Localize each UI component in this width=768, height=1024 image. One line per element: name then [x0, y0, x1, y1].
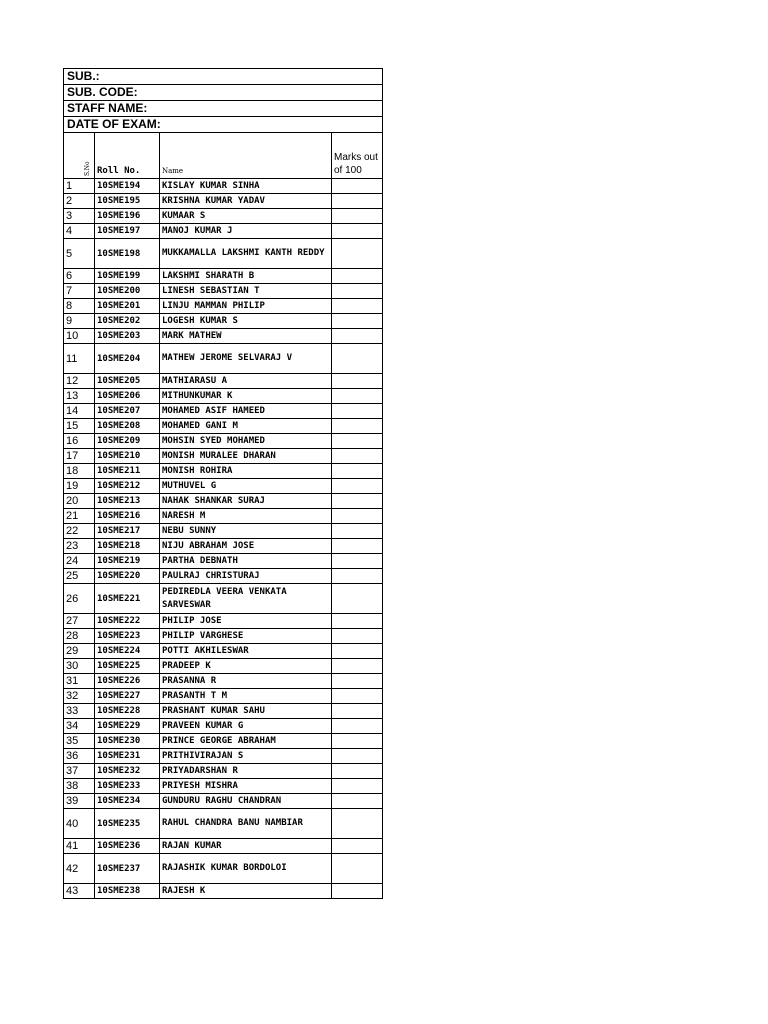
- marks-cell[interactable]: [332, 764, 383, 779]
- roll-number-cell: 10SME218: [95, 539, 160, 554]
- student-name-cell: LINESH SEBASTIAN T: [160, 284, 332, 299]
- serial-number-cell: 15: [64, 419, 95, 434]
- sno-header: S.No: [64, 133, 95, 179]
- roll-number-cell: 10SME206: [95, 389, 160, 404]
- marks-cell[interactable]: [332, 209, 383, 224]
- marks-cell[interactable]: [332, 389, 383, 404]
- marks-cell[interactable]: [332, 779, 383, 794]
- table-row: [64, 809, 383, 839]
- table-row: [64, 689, 383, 704]
- serial-number-cell: 38: [64, 779, 95, 794]
- table-row: [64, 614, 383, 629]
- marks-cell[interactable]: [332, 554, 383, 569]
- roll-number-cell: 10SME219: [95, 554, 160, 569]
- student-name-cell: PRINCE GEORGE ABRAHAM: [160, 734, 332, 749]
- student-name-cell: RAJAN KUMAR: [160, 839, 332, 854]
- table-row: [64, 209, 383, 224]
- roll-number-cell: 10SME230: [95, 734, 160, 749]
- serial-number-cell: 37: [64, 764, 95, 779]
- roll-number-cell: 10SME225: [95, 659, 160, 674]
- table-row: [64, 314, 383, 329]
- roll-number-cell: 10SME238: [95, 884, 160, 899]
- serial-number-cell: 32: [64, 689, 95, 704]
- serial-number-cell: 9: [64, 314, 95, 329]
- roll-number-cell: 10SME205: [95, 374, 160, 389]
- student-name-cell: PRASHANT KUMAR SAHU: [160, 704, 332, 719]
- table-row: [64, 434, 383, 449]
- serial-number-cell: 22: [64, 524, 95, 539]
- serial-number-cell: 34: [64, 719, 95, 734]
- marks-table: [63, 68, 383, 899]
- marks-cell[interactable]: [332, 464, 383, 479]
- marks-cell[interactable]: [332, 884, 383, 899]
- roll-number-cell: 10SME203: [95, 329, 160, 344]
- serial-number-cell: 16: [64, 434, 95, 449]
- serial-number-cell: 42: [64, 854, 95, 884]
- marks-cell[interactable]: [332, 299, 383, 314]
- table-row: [64, 554, 383, 569]
- roll-number-cell: 10SME204: [95, 344, 160, 374]
- marks-cell[interactable]: [332, 494, 383, 509]
- student-name-cell: MOHAMED ASIF HAMEED: [160, 404, 332, 419]
- roll-number-cell: 10SME233: [95, 779, 160, 794]
- roll-number-cell: 10SME235: [95, 809, 160, 839]
- student-name-cell: NARESH M: [160, 509, 332, 524]
- student-name-cell: PRITHIVIRAJAN S: [160, 749, 332, 764]
- student-name-cell: POTTI AKHILESWAR: [160, 644, 332, 659]
- roll-number-cell: 10SME224: [95, 644, 160, 659]
- serial-number-cell: 25: [64, 569, 95, 584]
- subject-code-label: SUB. CODE:: [64, 85, 383, 101]
- marks-cell[interactable]: [332, 719, 383, 734]
- table-row: [64, 539, 383, 554]
- roll-number-cell: 10SME216: [95, 509, 160, 524]
- marks-cell[interactable]: [332, 809, 383, 839]
- serial-number-cell: 35: [64, 734, 95, 749]
- serial-number-cell: 8: [64, 299, 95, 314]
- serial-number-cell: 2: [64, 194, 95, 209]
- marks-cell[interactable]: [332, 314, 383, 329]
- marks-cell[interactable]: [332, 524, 383, 539]
- table-row: [64, 464, 383, 479]
- serial-number-cell: 4: [64, 224, 95, 239]
- student-name-cell: MITHUNKUMAR K: [160, 389, 332, 404]
- table-row: [64, 674, 383, 689]
- student-name-cell: PRIYESH MISHRA: [160, 779, 332, 794]
- serial-number-cell: 24: [64, 554, 95, 569]
- table-row: [64, 644, 383, 659]
- marks-cell[interactable]: [332, 614, 383, 629]
- marks-cell[interactable]: [332, 509, 383, 524]
- roll-no-header: Roll No.: [95, 133, 160, 179]
- marks-cell[interactable]: [332, 749, 383, 764]
- serial-number-cell: 14: [64, 404, 95, 419]
- roll-number-cell: 10SME220: [95, 569, 160, 584]
- table-row: [64, 449, 383, 464]
- table-row: [64, 239, 383, 269]
- student-name-cell: RAJASHIK KUMAR BORDOLOI: [160, 854, 332, 884]
- table-row: [64, 224, 383, 239]
- roll-number-cell: 10SME198: [95, 239, 160, 269]
- serial-number-cell: 31: [64, 674, 95, 689]
- table-row: [64, 734, 383, 749]
- student-name-cell: PARTHA DEBNATH: [160, 554, 332, 569]
- roll-number-cell: 10SME229: [95, 719, 160, 734]
- marks-cell[interactable]: [332, 434, 383, 449]
- roll-number-cell: 10SME237: [95, 854, 160, 884]
- table-row: [64, 389, 383, 404]
- student-name-cell: PHILIP VARGHESE: [160, 629, 332, 644]
- table-row: [64, 179, 383, 194]
- serial-number-cell: 12: [64, 374, 95, 389]
- roll-number-cell: 10SME209: [95, 434, 160, 449]
- staff-name-label: STAFF NAME:: [64, 101, 383, 117]
- serial-number-cell: 21: [64, 509, 95, 524]
- roll-number-cell: 10SME194: [95, 179, 160, 194]
- serial-number-cell: 19: [64, 479, 95, 494]
- table-row: [64, 299, 383, 314]
- roll-number-cell: 10SME231: [95, 749, 160, 764]
- roll-number-cell: 10SME197: [95, 224, 160, 239]
- roll-number-cell: 10SME196: [95, 209, 160, 224]
- marks-header: Marks out of 100: [332, 133, 383, 179]
- table-row: [64, 479, 383, 494]
- table-row: [64, 374, 383, 389]
- table-row: [64, 779, 383, 794]
- marks-cell[interactable]: [332, 854, 383, 884]
- table-row: [64, 404, 383, 419]
- student-name-cell: PRIYADARSHAN R: [160, 764, 332, 779]
- roll-number-cell: 10SME228: [95, 704, 160, 719]
- student-name-cell: LAKSHMI SHARATH B: [160, 269, 332, 284]
- student-name-cell: NAHAK SHANKAR SURAJ: [160, 494, 332, 509]
- student-name-cell: PRADEEP K: [160, 659, 332, 674]
- marks-cell[interactable]: [332, 179, 383, 194]
- roll-number-cell: 10SME217: [95, 524, 160, 539]
- table-row: [64, 584, 383, 614]
- roll-number-cell: 10SME234: [95, 794, 160, 809]
- table-row: [64, 194, 383, 209]
- serial-number-cell: 6: [64, 269, 95, 284]
- table-row: [64, 839, 383, 854]
- roll-number-cell: 10SME232: [95, 764, 160, 779]
- student-name-cell: PAULRAJ CHRISTURAJ: [160, 569, 332, 584]
- student-name-cell: PRAVEEN KUMAR G: [160, 719, 332, 734]
- table-row: [64, 569, 383, 584]
- student-name-cell: MARK MATHEW: [160, 329, 332, 344]
- serial-number-cell: 23: [64, 539, 95, 554]
- table-row: [64, 749, 383, 764]
- table-row: [64, 344, 383, 374]
- student-name-cell: RAJESH K: [160, 884, 332, 899]
- marks-cell[interactable]: [332, 644, 383, 659]
- serial-number-cell: 41: [64, 839, 95, 854]
- student-name-cell: RAHUL CHANDRA BANU NAMBIAR: [160, 809, 332, 839]
- serial-number-cell: 17: [64, 449, 95, 464]
- student-name-cell: LINJU MAMMAN PHILIP: [160, 299, 332, 314]
- subject-label: SUB.:: [64, 69, 383, 85]
- marks-cell[interactable]: [332, 224, 383, 239]
- column-header-row: [64, 133, 383, 179]
- serial-number-cell: 13: [64, 389, 95, 404]
- marks-cell[interactable]: [332, 329, 383, 344]
- name-header: Name: [160, 133, 332, 179]
- serial-number-cell: 11: [64, 344, 95, 374]
- roll-number-cell: 10SME195: [95, 194, 160, 209]
- marks-cell[interactable]: [332, 839, 383, 854]
- roll-number-cell: 10SME212: [95, 479, 160, 494]
- table-row: [64, 494, 383, 509]
- serial-number-cell: 43: [64, 884, 95, 899]
- marks-cell[interactable]: [332, 194, 383, 209]
- table-row: [64, 884, 383, 899]
- roll-number-cell: 10SME211: [95, 464, 160, 479]
- marks-cell[interactable]: [332, 344, 383, 374]
- roll-number-cell: 10SME213: [95, 494, 160, 509]
- marks-cell[interactable]: [332, 374, 383, 389]
- table-row: [64, 719, 383, 734]
- roll-number-cell: 10SME210: [95, 449, 160, 464]
- student-name-cell: NIJU ABRAHAM JOSE: [160, 539, 332, 554]
- marks-cell[interactable]: [332, 659, 383, 674]
- roll-number-cell: 10SME201: [95, 299, 160, 314]
- roll-number-cell: 10SME236: [95, 839, 160, 854]
- table-row: [64, 284, 383, 299]
- roll-number-cell: 10SME200: [95, 284, 160, 299]
- serial-number-cell: 29: [64, 644, 95, 659]
- marks-cell[interactable]: [332, 629, 383, 644]
- marks-cell[interactable]: [332, 419, 383, 434]
- roll-number-cell: 10SME202: [95, 314, 160, 329]
- table-row: [64, 269, 383, 284]
- student-name-cell: KISLAY KUMAR SINHA: [160, 179, 332, 194]
- table-row: [64, 854, 383, 884]
- student-name-cell: MATHIARASU A: [160, 374, 332, 389]
- roll-number-cell: 10SME208: [95, 419, 160, 434]
- table-row: [64, 524, 383, 539]
- roll-number-cell: 10SME227: [95, 689, 160, 704]
- serial-number-cell: 36: [64, 749, 95, 764]
- student-name-cell: LOGESH KUMAR S: [160, 314, 332, 329]
- student-name-cell: PEDIREDLA VEERA VENKATA SARVESWAR: [160, 584, 332, 614]
- table-row: [64, 629, 383, 644]
- marks-cell[interactable]: [332, 569, 383, 584]
- serial-number-cell: 33: [64, 704, 95, 719]
- student-name-cell: KRISHNA KUMAR YADAV: [160, 194, 332, 209]
- serial-number-cell: 1: [64, 179, 95, 194]
- roll-number-cell: 10SME221: [95, 584, 160, 614]
- student-name-cell: KUMAAR S: [160, 209, 332, 224]
- serial-number-cell: 26: [64, 584, 95, 614]
- student-name-cell: PHILIP JOSE: [160, 614, 332, 629]
- student-name-cell: MONISH ROHIRA: [160, 464, 332, 479]
- marks-cell[interactable]: [332, 239, 383, 269]
- marks-cell[interactable]: [332, 794, 383, 809]
- serial-number-cell: 20: [64, 494, 95, 509]
- date-of-exam-label: DATE OF EXAM:: [64, 117, 383, 133]
- student-name-cell: MUKKAMALLA LAKSHMI KANTH REDDY: [160, 239, 332, 269]
- student-name-cell: MOHAMED GANI M: [160, 419, 332, 434]
- table-row: [64, 704, 383, 719]
- marks-cell[interactable]: [332, 734, 383, 749]
- roll-number-cell: 10SME207: [95, 404, 160, 419]
- roll-number-cell: 10SME223: [95, 629, 160, 644]
- marks-sheet: [63, 68, 382, 899]
- student-name-cell: PRASANTH T M: [160, 689, 332, 704]
- marks-cell[interactable]: [332, 269, 383, 284]
- serial-number-cell: 18: [64, 464, 95, 479]
- table-row: [64, 659, 383, 674]
- table-row: [64, 509, 383, 524]
- serial-number-cell: 5: [64, 239, 95, 269]
- serial-number-cell: 40: [64, 809, 95, 839]
- student-name-cell: GUNDURU RAGHU CHANDRAN: [160, 794, 332, 809]
- marks-cell[interactable]: [332, 674, 383, 689]
- table-row: [64, 329, 383, 344]
- serial-number-cell: 27: [64, 614, 95, 629]
- serial-number-cell: 39: [64, 794, 95, 809]
- marks-cell[interactable]: [332, 404, 383, 419]
- serial-number-cell: 28: [64, 629, 95, 644]
- serial-number-cell: 10: [64, 329, 95, 344]
- student-name-cell: MANOJ KUMAR J: [160, 224, 332, 239]
- marks-cell[interactable]: [332, 284, 383, 299]
- roll-number-cell: 10SME226: [95, 674, 160, 689]
- roll-number-cell: 10SME222: [95, 614, 160, 629]
- table-row: [64, 764, 383, 779]
- student-name-cell: MATHEW JEROME SELVARAJ V: [160, 344, 332, 374]
- marks-cell[interactable]: [332, 704, 383, 719]
- serial-number-cell: 7: [64, 284, 95, 299]
- marks-cell[interactable]: [332, 479, 383, 494]
- marks-cell[interactable]: [332, 689, 383, 704]
- marks-cell[interactable]: [332, 539, 383, 554]
- roll-number-cell: 10SME199: [95, 269, 160, 284]
- serial-number-cell: 30: [64, 659, 95, 674]
- table-row: [64, 794, 383, 809]
- student-name-cell: NEBU SUNNY: [160, 524, 332, 539]
- student-name-cell: MOHSIN SYED MOHAMED: [160, 434, 332, 449]
- student-name-cell: MUTHUVEL G: [160, 479, 332, 494]
- marks-cell[interactable]: [332, 584, 383, 614]
- table-row: [64, 419, 383, 434]
- serial-number-cell: 3: [64, 209, 95, 224]
- student-name-cell: PRASANNA R: [160, 674, 332, 689]
- student-name-cell: MONISH MURALEE DHARAN: [160, 449, 332, 464]
- marks-cell[interactable]: [332, 449, 383, 464]
